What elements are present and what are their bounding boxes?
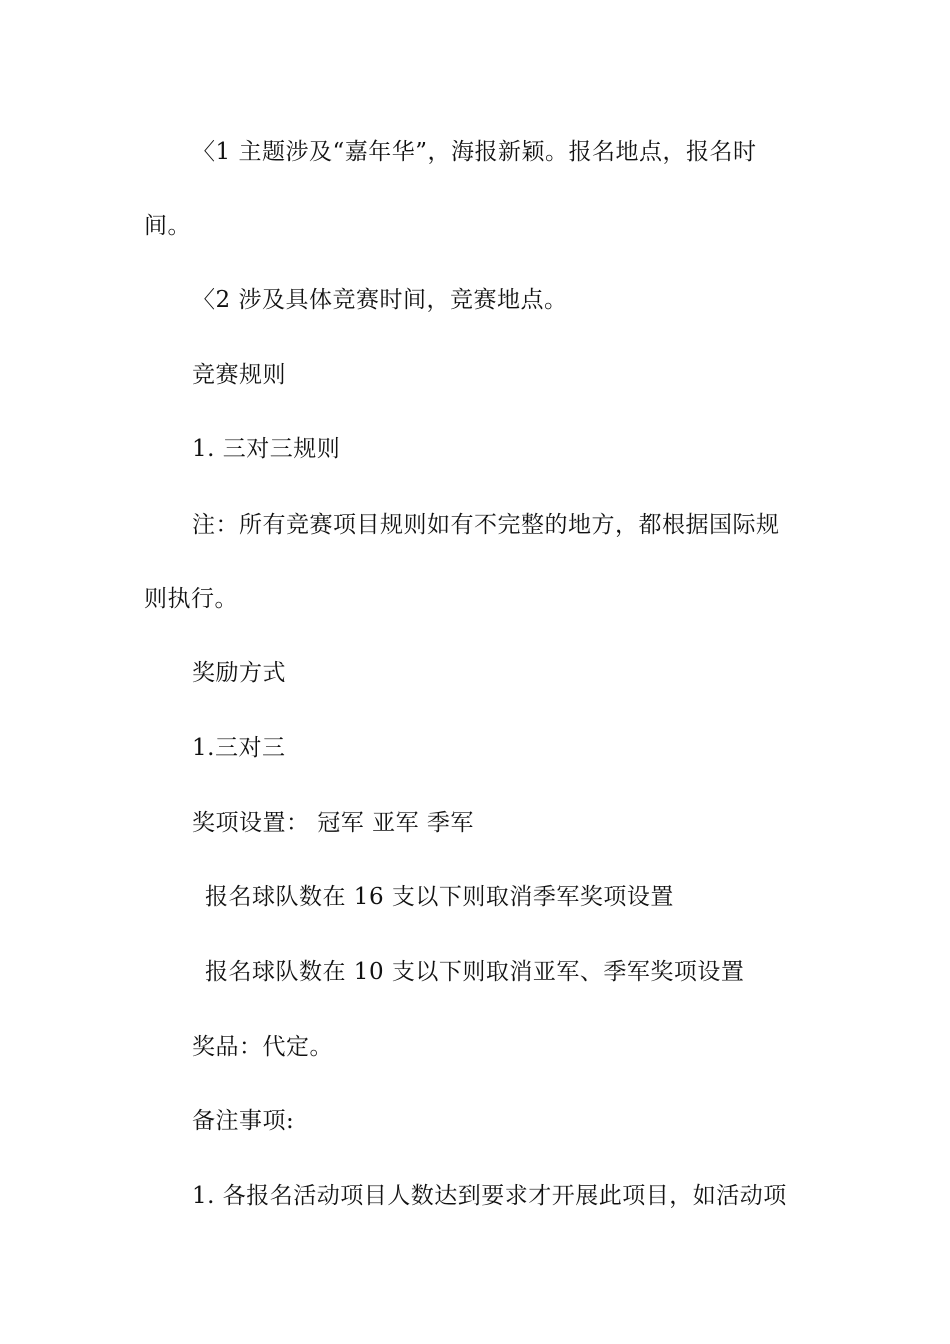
heading-reward-method: 奖励方式 (192, 660, 286, 686)
heading-remarks: 备注事项: (192, 1108, 295, 1134)
list-item-3v3: 1.三对三 (192, 735, 286, 761)
prize-line: 奖品：代定。 (192, 1034, 333, 1060)
list-item-3v3-rules: 1. 三对三规则 (192, 436, 341, 462)
note-line-2: 则执行。 (144, 586, 238, 612)
paragraph-theme-line-2: 间。 (144, 213, 191, 239)
award-settings: 奖项设置： 冠军 亚军 季军 (192, 810, 474, 836)
award-rule-under-10: 报名球队数在 10 支以下则取消亚军、季军奖项设置 (205, 959, 745, 985)
heading-competition-rules: 竞赛规则 (192, 362, 286, 388)
remark-item-1: 1. 各报名活动项目人数达到要求才开展此项目，如活动项 (192, 1183, 787, 1209)
note-line-1: 注：所有竞赛项目规则如有不完整的地方，都根据国际规 (192, 512, 780, 538)
paragraph-time-location: 〈2 涉及具体竞赛时间，竞赛地点。 (192, 287, 568, 313)
paragraph-theme-line-1: 〈1 主题涉及“嘉年华”，海报新颖。报名地点，报名时 (192, 139, 757, 165)
award-rule-under-16: 报名球队数在 16 支以下则取消季军奖项设置 (205, 884, 674, 910)
